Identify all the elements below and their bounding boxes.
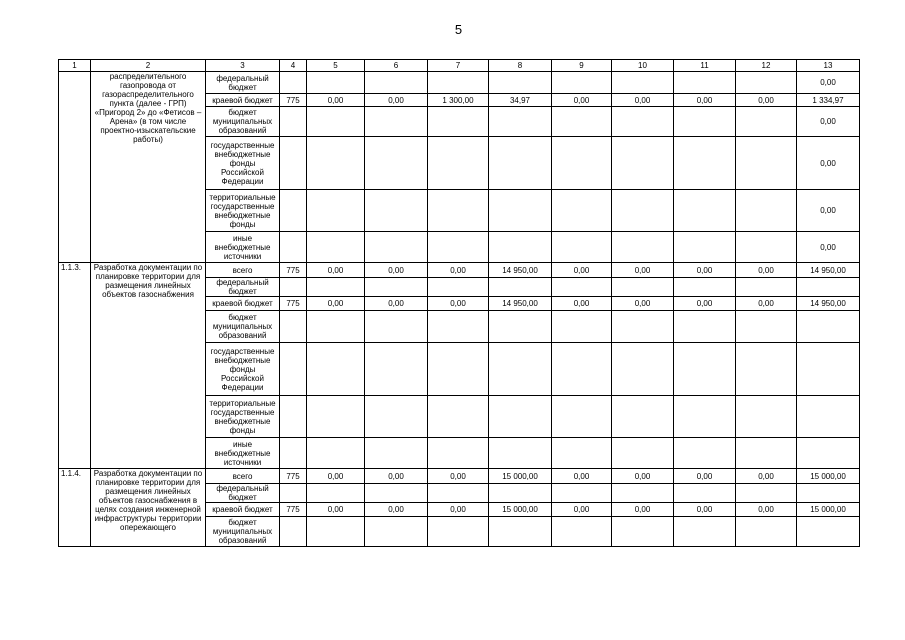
budget-code bbox=[280, 517, 307, 547]
year-amount bbox=[428, 190, 489, 232]
year-amount bbox=[612, 438, 674, 469]
year-amount bbox=[365, 517, 428, 547]
year-amount bbox=[552, 396, 612, 438]
funding-source: краевой бюджет bbox=[206, 297, 280, 311]
year-amount bbox=[307, 232, 365, 263]
year-amount bbox=[365, 137, 428, 190]
budget-code bbox=[280, 137, 307, 190]
funding-source: бюджет муниципальных образований bbox=[206, 311, 280, 343]
year-amount bbox=[307, 107, 365, 137]
year-amount bbox=[428, 484, 489, 503]
year-amount bbox=[489, 343, 552, 396]
year-amount bbox=[552, 517, 612, 547]
column-header: 13 bbox=[797, 60, 860, 72]
year-amount bbox=[307, 311, 365, 343]
year-amount bbox=[736, 343, 797, 396]
year-amount: 0,00 bbox=[674, 94, 736, 107]
year-amount: 0,00 bbox=[612, 503, 674, 517]
funding-source: иные внебюджетные источники bbox=[206, 232, 280, 263]
total-amount: 15 000,00 bbox=[797, 469, 860, 484]
year-amount bbox=[552, 107, 612, 137]
year-amount bbox=[489, 107, 552, 137]
funding-source: бюджет муниципальных образований bbox=[206, 517, 280, 547]
year-amount: 15 000,00 bbox=[489, 469, 552, 484]
year-amount bbox=[428, 278, 489, 297]
year-amount bbox=[489, 438, 552, 469]
year-amount bbox=[674, 72, 736, 94]
year-amount bbox=[674, 484, 736, 503]
year-amount: 0,00 bbox=[674, 503, 736, 517]
year-amount bbox=[428, 396, 489, 438]
year-amount bbox=[736, 517, 797, 547]
year-amount bbox=[365, 396, 428, 438]
year-amount bbox=[365, 438, 428, 469]
column-header: 11 bbox=[674, 60, 736, 72]
year-amount: 0,00 bbox=[365, 503, 428, 517]
item-number: 1.1.4. bbox=[59, 469, 91, 547]
year-amount: 0,00 bbox=[736, 503, 797, 517]
column-header: 4 bbox=[280, 60, 307, 72]
budget-code bbox=[280, 311, 307, 343]
year-amount bbox=[552, 278, 612, 297]
year-amount: 0,00 bbox=[365, 297, 428, 311]
year-amount: 0,00 bbox=[428, 297, 489, 311]
year-amount bbox=[307, 190, 365, 232]
year-amount bbox=[365, 72, 428, 94]
year-amount bbox=[365, 343, 428, 396]
total-amount bbox=[797, 484, 860, 503]
year-amount bbox=[489, 278, 552, 297]
year-amount bbox=[489, 517, 552, 547]
year-amount: 0,00 bbox=[552, 503, 612, 517]
item-number bbox=[59, 72, 91, 263]
year-amount: 0,00 bbox=[736, 263, 797, 278]
funding-source: государственные внебюджетные фонды Российской Федерации bbox=[206, 343, 280, 396]
column-header: 1 bbox=[59, 60, 91, 72]
year-amount: 1 300,00 bbox=[428, 94, 489, 107]
year-amount bbox=[612, 72, 674, 94]
column-header: 8 bbox=[489, 60, 552, 72]
year-amount bbox=[428, 72, 489, 94]
year-amount bbox=[736, 107, 797, 137]
budget-code bbox=[280, 343, 307, 396]
budget-code: 775 bbox=[280, 503, 307, 517]
year-amount bbox=[307, 343, 365, 396]
year-amount bbox=[307, 438, 365, 469]
budget-code bbox=[280, 107, 307, 137]
year-amount bbox=[489, 396, 552, 438]
year-amount bbox=[489, 232, 552, 263]
year-amount bbox=[489, 190, 552, 232]
year-amount bbox=[674, 107, 736, 137]
column-header: 12 bbox=[736, 60, 797, 72]
year-amount bbox=[552, 190, 612, 232]
year-amount bbox=[307, 278, 365, 297]
year-amount bbox=[736, 72, 797, 94]
year-amount: 0,00 bbox=[365, 94, 428, 107]
year-amount bbox=[552, 484, 612, 503]
year-amount bbox=[365, 484, 428, 503]
funding-source: бюджет муниципальных образований bbox=[206, 107, 280, 137]
year-amount bbox=[674, 311, 736, 343]
table-header bbox=[59, 60, 860, 72]
year-amount bbox=[307, 517, 365, 547]
year-amount bbox=[674, 190, 736, 232]
year-amount bbox=[674, 232, 736, 263]
budget-code bbox=[280, 396, 307, 438]
year-amount bbox=[552, 311, 612, 343]
year-amount bbox=[365, 190, 428, 232]
total-amount bbox=[797, 438, 860, 469]
column-header: 2 bbox=[91, 60, 206, 72]
year-amount: 14 950,00 bbox=[489, 263, 552, 278]
year-amount bbox=[736, 137, 797, 190]
column-header: 5 bbox=[307, 60, 365, 72]
year-amount: 0,00 bbox=[307, 469, 365, 484]
year-amount: 0,00 bbox=[428, 263, 489, 278]
year-amount: 0,00 bbox=[428, 503, 489, 517]
year-amount: 0,00 bbox=[552, 263, 612, 278]
year-amount bbox=[612, 190, 674, 232]
budget-code: 775 bbox=[280, 469, 307, 484]
year-amount: 0,00 bbox=[307, 297, 365, 311]
funding-source: всего bbox=[206, 263, 280, 278]
total-amount: 0,00 bbox=[797, 72, 860, 94]
column-header: 10 bbox=[612, 60, 674, 72]
year-amount bbox=[428, 438, 489, 469]
year-amount bbox=[674, 517, 736, 547]
year-amount: 14 950,00 bbox=[489, 297, 552, 311]
budget-code bbox=[280, 484, 307, 503]
funding-source: территориальные государственные внебюджетные фонды bbox=[206, 190, 280, 232]
year-amount: 0,00 bbox=[307, 263, 365, 278]
year-amount: 0,00 bbox=[612, 469, 674, 484]
year-amount bbox=[552, 438, 612, 469]
budget-code bbox=[280, 278, 307, 297]
year-amount bbox=[736, 278, 797, 297]
year-amount bbox=[428, 343, 489, 396]
year-amount: 0,00 bbox=[674, 263, 736, 278]
budget-code bbox=[280, 232, 307, 263]
total-amount bbox=[797, 311, 860, 343]
header-row bbox=[59, 60, 860, 72]
table-body bbox=[59, 72, 860, 547]
year-amount: 0,00 bbox=[736, 297, 797, 311]
item-title: Разработка документации по планировке территории для размещения линейных объектов газоснабжения в целях создания инженерной инфраструктуры территории опережающего bbox=[91, 469, 206, 547]
year-amount bbox=[307, 72, 365, 94]
year-amount: 0,00 bbox=[428, 469, 489, 484]
total-amount: 15 000,00 bbox=[797, 503, 860, 517]
year-amount bbox=[552, 72, 612, 94]
total-amount: 0,00 bbox=[797, 232, 860, 263]
funding-source: краевой бюджет bbox=[206, 503, 280, 517]
year-amount: 0,00 bbox=[552, 94, 612, 107]
year-amount bbox=[552, 232, 612, 263]
year-amount: 0,00 bbox=[612, 297, 674, 311]
year-amount bbox=[489, 311, 552, 343]
year-amount bbox=[612, 396, 674, 438]
year-amount bbox=[674, 137, 736, 190]
year-amount bbox=[307, 137, 365, 190]
page-number: 5 bbox=[454, 22, 463, 37]
year-amount: 0,00 bbox=[674, 297, 736, 311]
budget-table bbox=[58, 59, 860, 547]
table-row bbox=[59, 72, 860, 94]
funding-source: федеральный бюджет bbox=[206, 484, 280, 503]
funding-source: федеральный бюджет bbox=[206, 72, 280, 94]
table-row bbox=[59, 263, 860, 278]
funding-source: федеральный бюджет bbox=[206, 278, 280, 297]
total-amount: 0,00 bbox=[797, 137, 860, 190]
year-amount bbox=[365, 107, 428, 137]
year-amount bbox=[489, 137, 552, 190]
year-amount bbox=[612, 232, 674, 263]
budget-code bbox=[280, 190, 307, 232]
year-amount bbox=[307, 484, 365, 503]
year-amount bbox=[365, 278, 428, 297]
total-amount: 1 334,97 bbox=[797, 94, 860, 107]
year-amount: 0,00 bbox=[736, 94, 797, 107]
budget-code bbox=[280, 72, 307, 94]
total-amount bbox=[797, 517, 860, 547]
year-amount bbox=[612, 484, 674, 503]
year-amount bbox=[674, 396, 736, 438]
year-amount bbox=[736, 190, 797, 232]
item-title: распределительного газопровода от газораспределительного пункта (далее - ГРП) «Пригород 2» до «Фетисов – Арена» (в том числе проектно-изыскательские работы) bbox=[91, 72, 206, 263]
year-amount bbox=[736, 311, 797, 343]
year-amount: 0,00 bbox=[552, 297, 612, 311]
year-amount: 0,00 bbox=[307, 94, 365, 107]
year-amount bbox=[612, 343, 674, 396]
year-amount bbox=[612, 311, 674, 343]
year-amount bbox=[489, 72, 552, 94]
item-title: Разработка документации по планировке территории для размещения линейных объектов газоснабжения bbox=[91, 263, 206, 469]
year-amount: 34,97 bbox=[489, 94, 552, 107]
year-amount: 0,00 bbox=[552, 469, 612, 484]
column-header: 3 bbox=[206, 60, 280, 72]
budget-code: 775 bbox=[280, 297, 307, 311]
year-amount bbox=[674, 438, 736, 469]
year-amount bbox=[428, 517, 489, 547]
year-amount bbox=[428, 107, 489, 137]
budget-code: 775 bbox=[280, 94, 307, 107]
total-amount: 0,00 bbox=[797, 107, 860, 137]
column-header: 6 bbox=[365, 60, 428, 72]
year-amount bbox=[365, 232, 428, 263]
year-amount: 0,00 bbox=[736, 469, 797, 484]
year-amount bbox=[552, 137, 612, 190]
year-amount: 0,00 bbox=[612, 263, 674, 278]
year-amount: 0,00 bbox=[365, 263, 428, 278]
funding-source: государственные внебюджетные фонды Российской Федерации bbox=[206, 137, 280, 190]
year-amount bbox=[612, 517, 674, 547]
year-amount bbox=[489, 484, 552, 503]
year-amount bbox=[736, 438, 797, 469]
total-amount bbox=[797, 278, 860, 297]
year-amount bbox=[552, 343, 612, 396]
year-amount bbox=[428, 311, 489, 343]
total-amount bbox=[797, 396, 860, 438]
total-amount: 14 950,00 bbox=[797, 297, 860, 311]
year-amount bbox=[428, 137, 489, 190]
budget-code: 775 bbox=[280, 263, 307, 278]
year-amount bbox=[674, 278, 736, 297]
funding-source: всего bbox=[206, 469, 280, 484]
budget-code bbox=[280, 438, 307, 469]
funding-source: иные внебюджетные источники bbox=[206, 438, 280, 469]
item-number: 1.1.3. bbox=[59, 263, 91, 469]
year-amount bbox=[307, 396, 365, 438]
total-amount: 0,00 bbox=[797, 190, 860, 232]
year-amount bbox=[365, 311, 428, 343]
funding-source: территориальные государственные внебюджетные фонды bbox=[206, 396, 280, 438]
total-amount: 14 950,00 bbox=[797, 263, 860, 278]
year-amount bbox=[736, 232, 797, 263]
funding-source: краевой бюджет bbox=[206, 94, 280, 107]
column-header: 7 bbox=[428, 60, 489, 72]
year-amount bbox=[612, 278, 674, 297]
year-amount bbox=[428, 232, 489, 263]
year-amount bbox=[736, 396, 797, 438]
year-amount bbox=[612, 107, 674, 137]
year-amount: 0,00 bbox=[365, 469, 428, 484]
year-amount bbox=[612, 137, 674, 190]
year-amount: 0,00 bbox=[612, 94, 674, 107]
year-amount: 0,00 bbox=[307, 503, 365, 517]
year-amount bbox=[674, 343, 736, 396]
column-header: 9 bbox=[552, 60, 612, 72]
table-row bbox=[59, 469, 860, 484]
total-amount bbox=[797, 343, 860, 396]
year-amount: 0,00 bbox=[674, 469, 736, 484]
year-amount: 15 000,00 bbox=[489, 503, 552, 517]
year-amount bbox=[736, 484, 797, 503]
